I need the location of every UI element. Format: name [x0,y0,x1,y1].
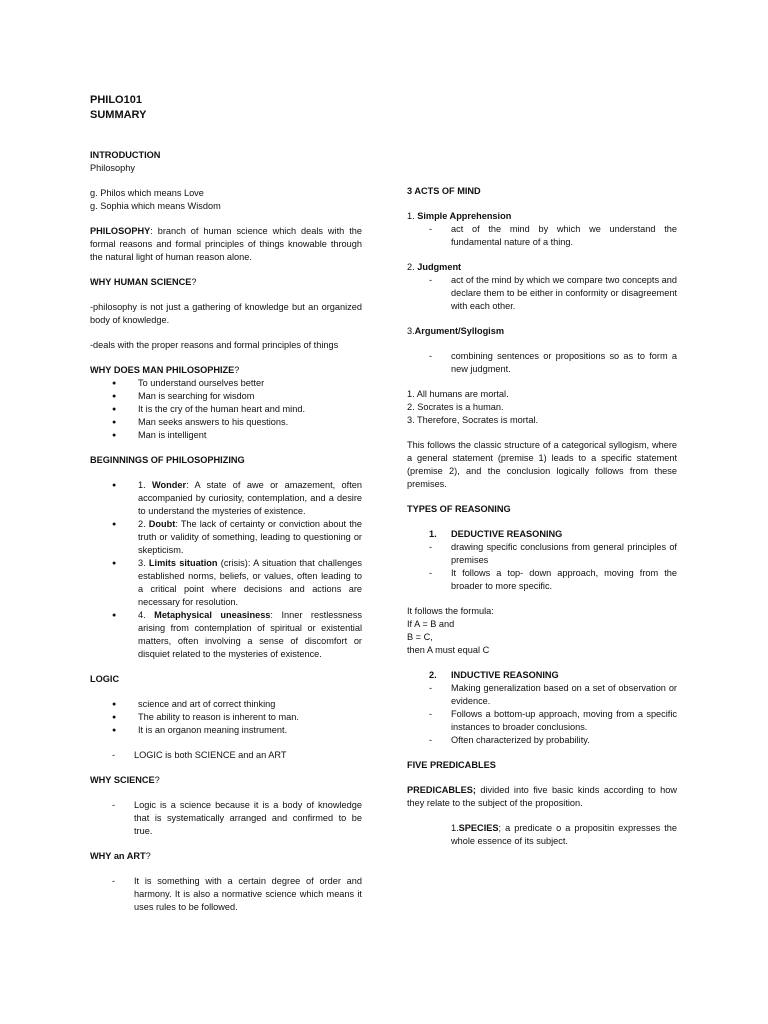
inductive-heading: 2. INDUCTIVE REASONING [429,670,559,680]
course-code: PHILO101 [90,94,142,106]
list-item: - Making generalization based on a set of observation or evidence. [407,682,677,708]
list-item: - drawing specific conclusions from general principles of premises [407,541,677,567]
list-item: - act of the mind by which we understand the fundamental nature of a thing. [407,223,677,249]
list-item: ● Man is searching for wisdom [90,390,362,403]
list-item: ● science and art of correct thinking [90,698,362,711]
formula-line: B = C, [407,632,433,642]
etymology-line-2: g. Sophia which means Wisdom [90,201,221,211]
intro-subheading: Philosophy [90,163,135,173]
list-item: ● To understand ourselves better [90,377,362,390]
deductive-list [407,541,677,593]
why-science-heading: WHY SCIENCE? [90,775,160,785]
syllogism-line: 3. Therefore, Socrates is mortal. [407,415,539,425]
five-predicables-heading: FIVE PREDICABLES [407,760,496,770]
list-item: - It is something with a certain degree of order and harmony. It is also a normative science which means it uses rules to be followed. [90,875,362,914]
philosophy-definition: PHILOSOPHY: branch of human science which deals with the formal reasons and formal principles of things knowable through the natural light of human reason alone. [90,226,362,262]
right-column [407,185,677,848]
list-item: ● Man seeks answers to his questions. [90,416,362,429]
why-philosophize-heading: WHY DOES MAN PHILOSOPHIZE? [90,365,240,375]
syllogism-note: This follows the classic structure of a categorical syllogism, where a general statement (premise 1) leads to a specific statement (premise 2), and the conclusion logically follows from these premises. [407,440,677,489]
beginnings-heading: BEGINNINGS OF PHILOSOPHIZING [90,455,245,465]
list-item: ● The ability to reason is inherent to man. [90,711,362,724]
act-1-heading: 1. Simple Apprehension [407,211,512,221]
list-item: ● 2. Doubt: The lack of certainty or conviction about the truth or validity of something, leading to questioning or skepticism. [90,518,362,557]
syllogism-line: 2. Socrates is a human. [407,402,504,412]
list-item: - It follows a top- down approach, moving from the broader to more specific. [407,567,677,593]
logic-list [90,698,362,737]
acts-of-mind-heading: 3 ACTS OF MIND [407,186,481,196]
logic-heading: LOGIC [90,674,120,684]
why-philosophize-list [90,377,362,442]
etymology-line-1: g. Philos which means Love [90,188,204,198]
why-science-list [90,799,362,838]
predicables-definition: PREDICABLES; divided into five basic kinds according to how they relate to the subject of the proposition. [407,785,677,808]
syllogism-line: 1. All humans are mortal. [407,389,509,399]
why-human-science-heading: WHY HUMAN SCIENCE? [90,277,197,287]
formula-line: then A must equal C [407,645,490,655]
why-art-heading: WHY an ART? [90,851,151,861]
formula-line: It follows the formula: [407,606,494,616]
intro-heading: INTRODUCTION [90,150,161,160]
list-item: ● 1. Wonder: A state of awe or amazement, often accompanied by curiosity, contemplation, and a desire to understand the mysteries of existence. [90,479,362,518]
left-column [90,93,362,914]
why-human-para-2: -deals with the proper reasons and formal principles of things [90,340,339,350]
list-item: - act of the mind by which we compare two concepts and declare them to be either in conformity or disagreement with each other. [407,274,677,313]
list-item: - Logic is a science because it is a body of knowledge that is systematically arranged and confirmed to be true. [90,799,362,838]
list-item: - Often characterized by probability. [407,734,677,747]
document-subtitle: SUMMARY [90,109,147,121]
list-item: ● It is the cry of the human heart and mind. [90,403,362,416]
list-item: ● It is an organon meaning instrument. [90,724,362,737]
list-item: - LOGIC is both SCIENCE and an ART [90,749,362,762]
formula-line: If A = B and [407,619,455,629]
list-item: ● 3. Limits situation (crisis): A situation that challenges established norms, beliefs, or values, often leading to a critical point where decisions and actions are necessary for resolution. [90,557,362,609]
list-item: ● 4. Metaphysical uneasiness: Inner restlessness arising from contemplation of spiritual or existential matters, often involving a sense of discomfort or disquiet related to the mysteries of existence. [90,609,362,661]
why-human-para-1: -philosophy is not just a gathering of knowledge but an organized body of knowledge. [90,302,362,325]
list-item: - combining sentences or propositions so as to form a new judgment. [407,350,677,376]
act-2-list [407,274,677,313]
why-art-list [90,875,362,914]
species-definition: 1.SPECIES; a predicate o a propositin expresses the whole essence of its subject. [451,823,677,846]
types-of-reasoning-heading: TYPES OF REASONING [407,504,511,514]
act-3-list [407,350,677,376]
list-item: - Follows a bottom-up approach, moving from a specific instances to broader conclusions. [407,708,677,734]
logic-dash-list [90,749,362,762]
act-2-heading: 2. Judgment [407,262,462,272]
inductive-list [407,682,677,747]
list-item: ● Man is intelligent [90,429,362,442]
act-3-heading: 3.Argument/Syllogism [407,326,505,336]
deductive-heading: 1. DEDUCTIVE REASONING [429,529,563,539]
act-1-list [407,223,677,249]
beginnings-list [90,479,362,661]
